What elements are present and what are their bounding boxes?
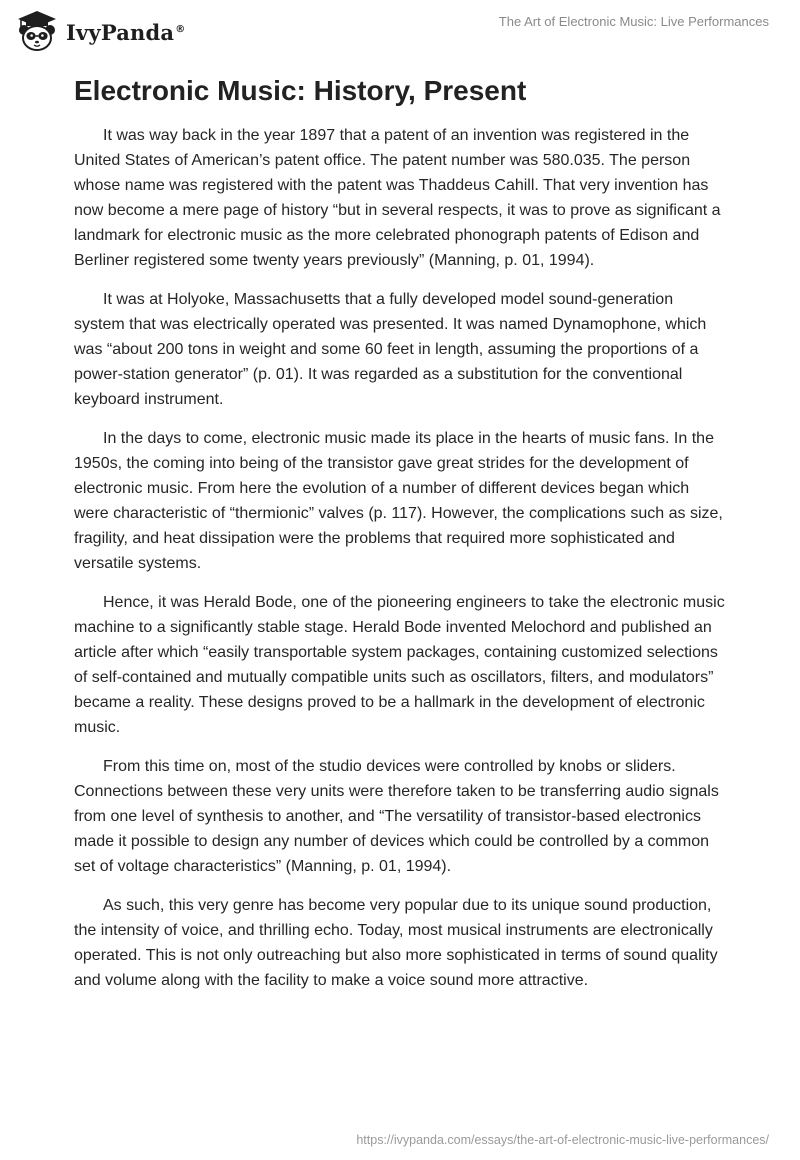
article-body [74,72,726,1007]
source-url[interactable]: https://ivypanda.com/essays/the-art-of-electronic-music-live-performances/ [356,1133,769,1147]
logo-wordmark [66,20,185,45]
article-title: Electronic Music: History, Present [74,75,527,106]
panda-graduate-icon [14,8,60,54]
document-title: The Art of Electronic Music: Live Performances [498,14,769,29]
paragraph: In the days to come, electronic music made its place in the hearts of music fans. In the 1950s, the coming into being of the transistor gave great strides for the development of electronic music. From here the evolution of a number of different devices began which were characteristic of “thermionic” valves (p. 117). However, the complications such as size, fragility, and heat dissipation were the problems that required more sophisticated and versatile systems. [74,430,723,572]
registered-mark: ® [175,23,186,35]
paragraph: From this time on, most of the studio devices were controlled by knobs or sliders. Connections between these very units were therefore taken to be transferring audio signals from one level of synthesis to another, and “The versatility of transistor-based electronics made it possible to design any number of devices which could be controlled by a common set of voltage characteristics” (Manning, p. 01, 1994). [74,758,719,875]
page-header [0,0,800,62]
paragraph: It was at Holyoke, Massachusetts that a fully developed model sound-generation system that was electrically operated was presented. It was named Dynamophone, which was “about 200 tons in weight and some 60 feet in length, assuming the proportions of a power-station generator” (p. 01). It was regarded as a substitution for the conventional keyboard instrument. [74,291,707,408]
paragraph: It was way back in the year 1897 that a patent of an invention was registered in the United States of American’s patent office. The patent number was 580.035. The person whose name was registered with the patent was Thaddeus Cahill. That very invention has now become a mere page of history “but in several respects, it was to prove as significant a landmark for electronic music as the more celebrated phonograph patents of Edison and Berliner registered some twenty years previously” (Manning, p. 01, 1994). [74,127,721,269]
ivypanda-logo[interactable] [14,8,185,54]
paragraph: Hence, it was Herald Bode, one of the pioneering engineers to take the electronic music machine to a significantly stable stage. Herald Bode invented Melochord and published an article after which “easily transportable system packages, containing customized selections of self-contained and mutually compatible units such as oscillators, filters, and modulators” became a reality. These designs proved to be a hallmark in the development of electronic music. [74,594,725,736]
logo-text: IvyPanda [66,19,175,45]
paragraph: As such, this very genre has become very popular due to its unique sound production, the intensity of voice, and thrilling echo. Today, most musical instruments are electronically operated. This is not only outreaching but also more sophisticated in terms of sound quality and volume along with the facility to make a voice sound more attractive. [74,897,718,989]
